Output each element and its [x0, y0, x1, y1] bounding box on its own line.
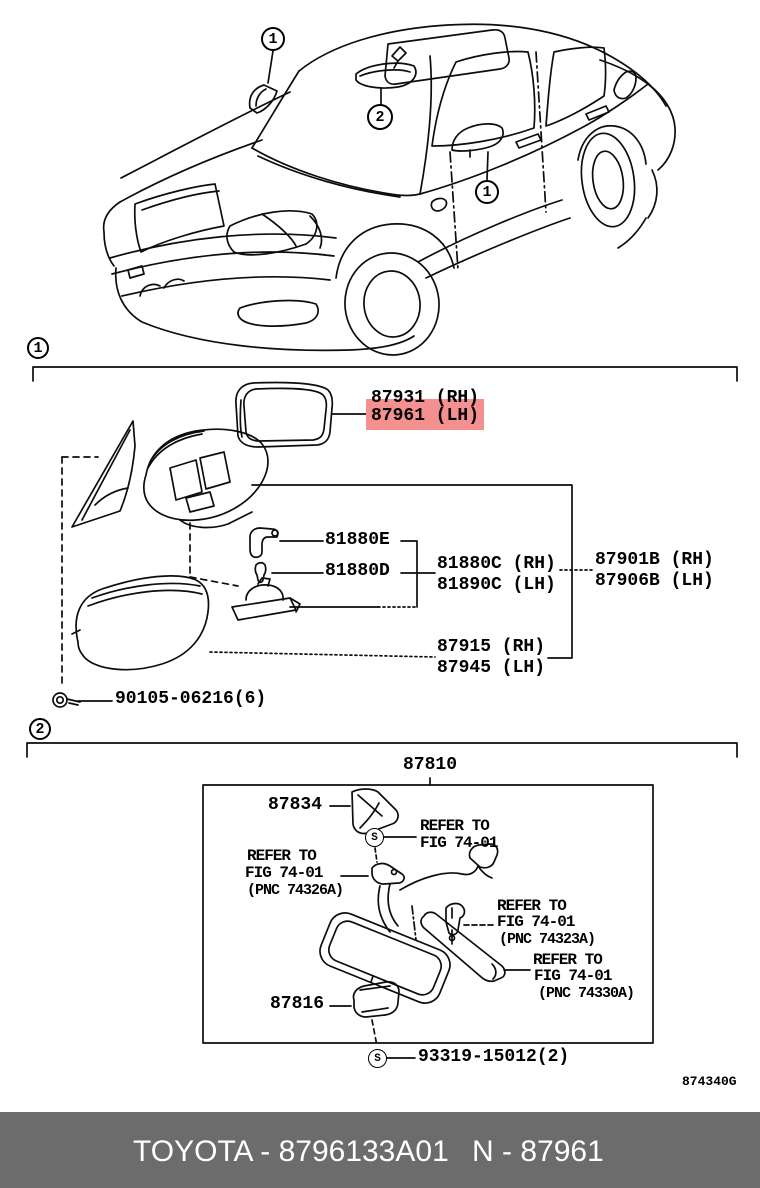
- callout-door-mirror: [475, 180, 499, 204]
- part-number-81880c-rh[interactable]: 81880C (RH): [437, 554, 556, 574]
- mount-clip-part: [372, 864, 404, 884]
- section-2-marker: [29, 718, 51, 740]
- part-number-87816[interactable]: 87816: [270, 994, 325, 1014]
- refer-note-3-line2: FIG 74-01: [497, 913, 575, 931]
- refer-note-3-line1: REFER TO: [497, 897, 566, 915]
- headlight: [227, 211, 317, 255]
- part-number-87961-lh[interactable]: 87961 (LH): [371, 406, 480, 426]
- screw-symbol-1: [365, 828, 384, 847]
- callout-inner-label: 2: [375, 108, 385, 126]
- refer-note-4-line1: REFER TO: [533, 951, 602, 969]
- footer-banner: [0, 1112, 760, 1188]
- part-number-81890c-lh[interactable]: 81890C (LH): [437, 575, 556, 595]
- refer-note-1-line2: FIG 74-01: [420, 834, 498, 852]
- section2-art: [27, 743, 737, 1058]
- interior-mirror-part: [315, 844, 497, 1008]
- section-1-marker-label: 1: [33, 339, 43, 357]
- figure-code: 874340G: [682, 1074, 737, 1089]
- banner-part-number: N - 87961: [472, 1135, 604, 1168]
- part-number-87906b-lh[interactable]: 87906B (LH): [595, 571, 714, 591]
- part-number-87901b-rh[interactable]: 87901B (RH): [595, 550, 714, 570]
- clip-part: [250, 528, 278, 557]
- mirror-housing-part: [144, 429, 268, 520]
- section-1-marker: [27, 337, 49, 359]
- refer-note-2-line2: FIG 74-01: [245, 864, 323, 882]
- refer-note-2-line3: (PNC 74326A): [247, 882, 344, 899]
- part-number-87915-rh[interactable]: 87915 (RH): [437, 637, 546, 657]
- part-number-87834[interactable]: 87834: [268, 795, 323, 815]
- callout-door-label: 1: [482, 183, 492, 201]
- part-number-93319-15012[interactable]: 93319-15012(2): [418, 1047, 570, 1067]
- screw-symbol-2-label: S: [374, 1052, 381, 1065]
- refer-note-1-line1: REFER TO: [420, 817, 489, 835]
- part-number-87810[interactable]: 87810: [403, 755, 458, 775]
- banner-part-id: TOYOTA - 8796133A01: [133, 1135, 449, 1168]
- mirror-cover-part: [76, 576, 208, 670]
- refer-note-3-line3: (PNC 74323A): [499, 931, 596, 948]
- lamp-housing-part: [232, 598, 296, 620]
- screw-symbol-1-label: S: [371, 831, 378, 844]
- refer-note-4-line2: FIG 74-01: [534, 967, 612, 985]
- refer-note-2-line1: REFER TO: [247, 847, 316, 865]
- part-number-87945-lh[interactable]: 87945 (LH): [437, 658, 546, 678]
- part-number-90105-06216[interactable]: 90105-06216(6): [115, 689, 267, 709]
- car-drawing: [104, 24, 675, 359]
- door-mirror-on-car: [452, 124, 503, 151]
- callout-inner-mirror: [367, 104, 393, 130]
- section-2-marker-label: 2: [35, 720, 45, 738]
- sunroof: [385, 30, 509, 84]
- part-number-87931-rh[interactable]: 87931 (RH): [371, 388, 480, 408]
- callout-front-label: 1: [268, 30, 278, 48]
- screw-symbol-2: [368, 1049, 387, 1068]
- part-number-81880d[interactable]: 81880D: [325, 561, 390, 581]
- refer-note-4-line3: (PNC 74330A): [538, 985, 635, 1002]
- screw-part: [53, 693, 67, 707]
- part-number-81880e[interactable]: 81880E: [325, 530, 390, 550]
- fog-lamp: [238, 301, 318, 327]
- callout-front-pillar: [261, 27, 285, 51]
